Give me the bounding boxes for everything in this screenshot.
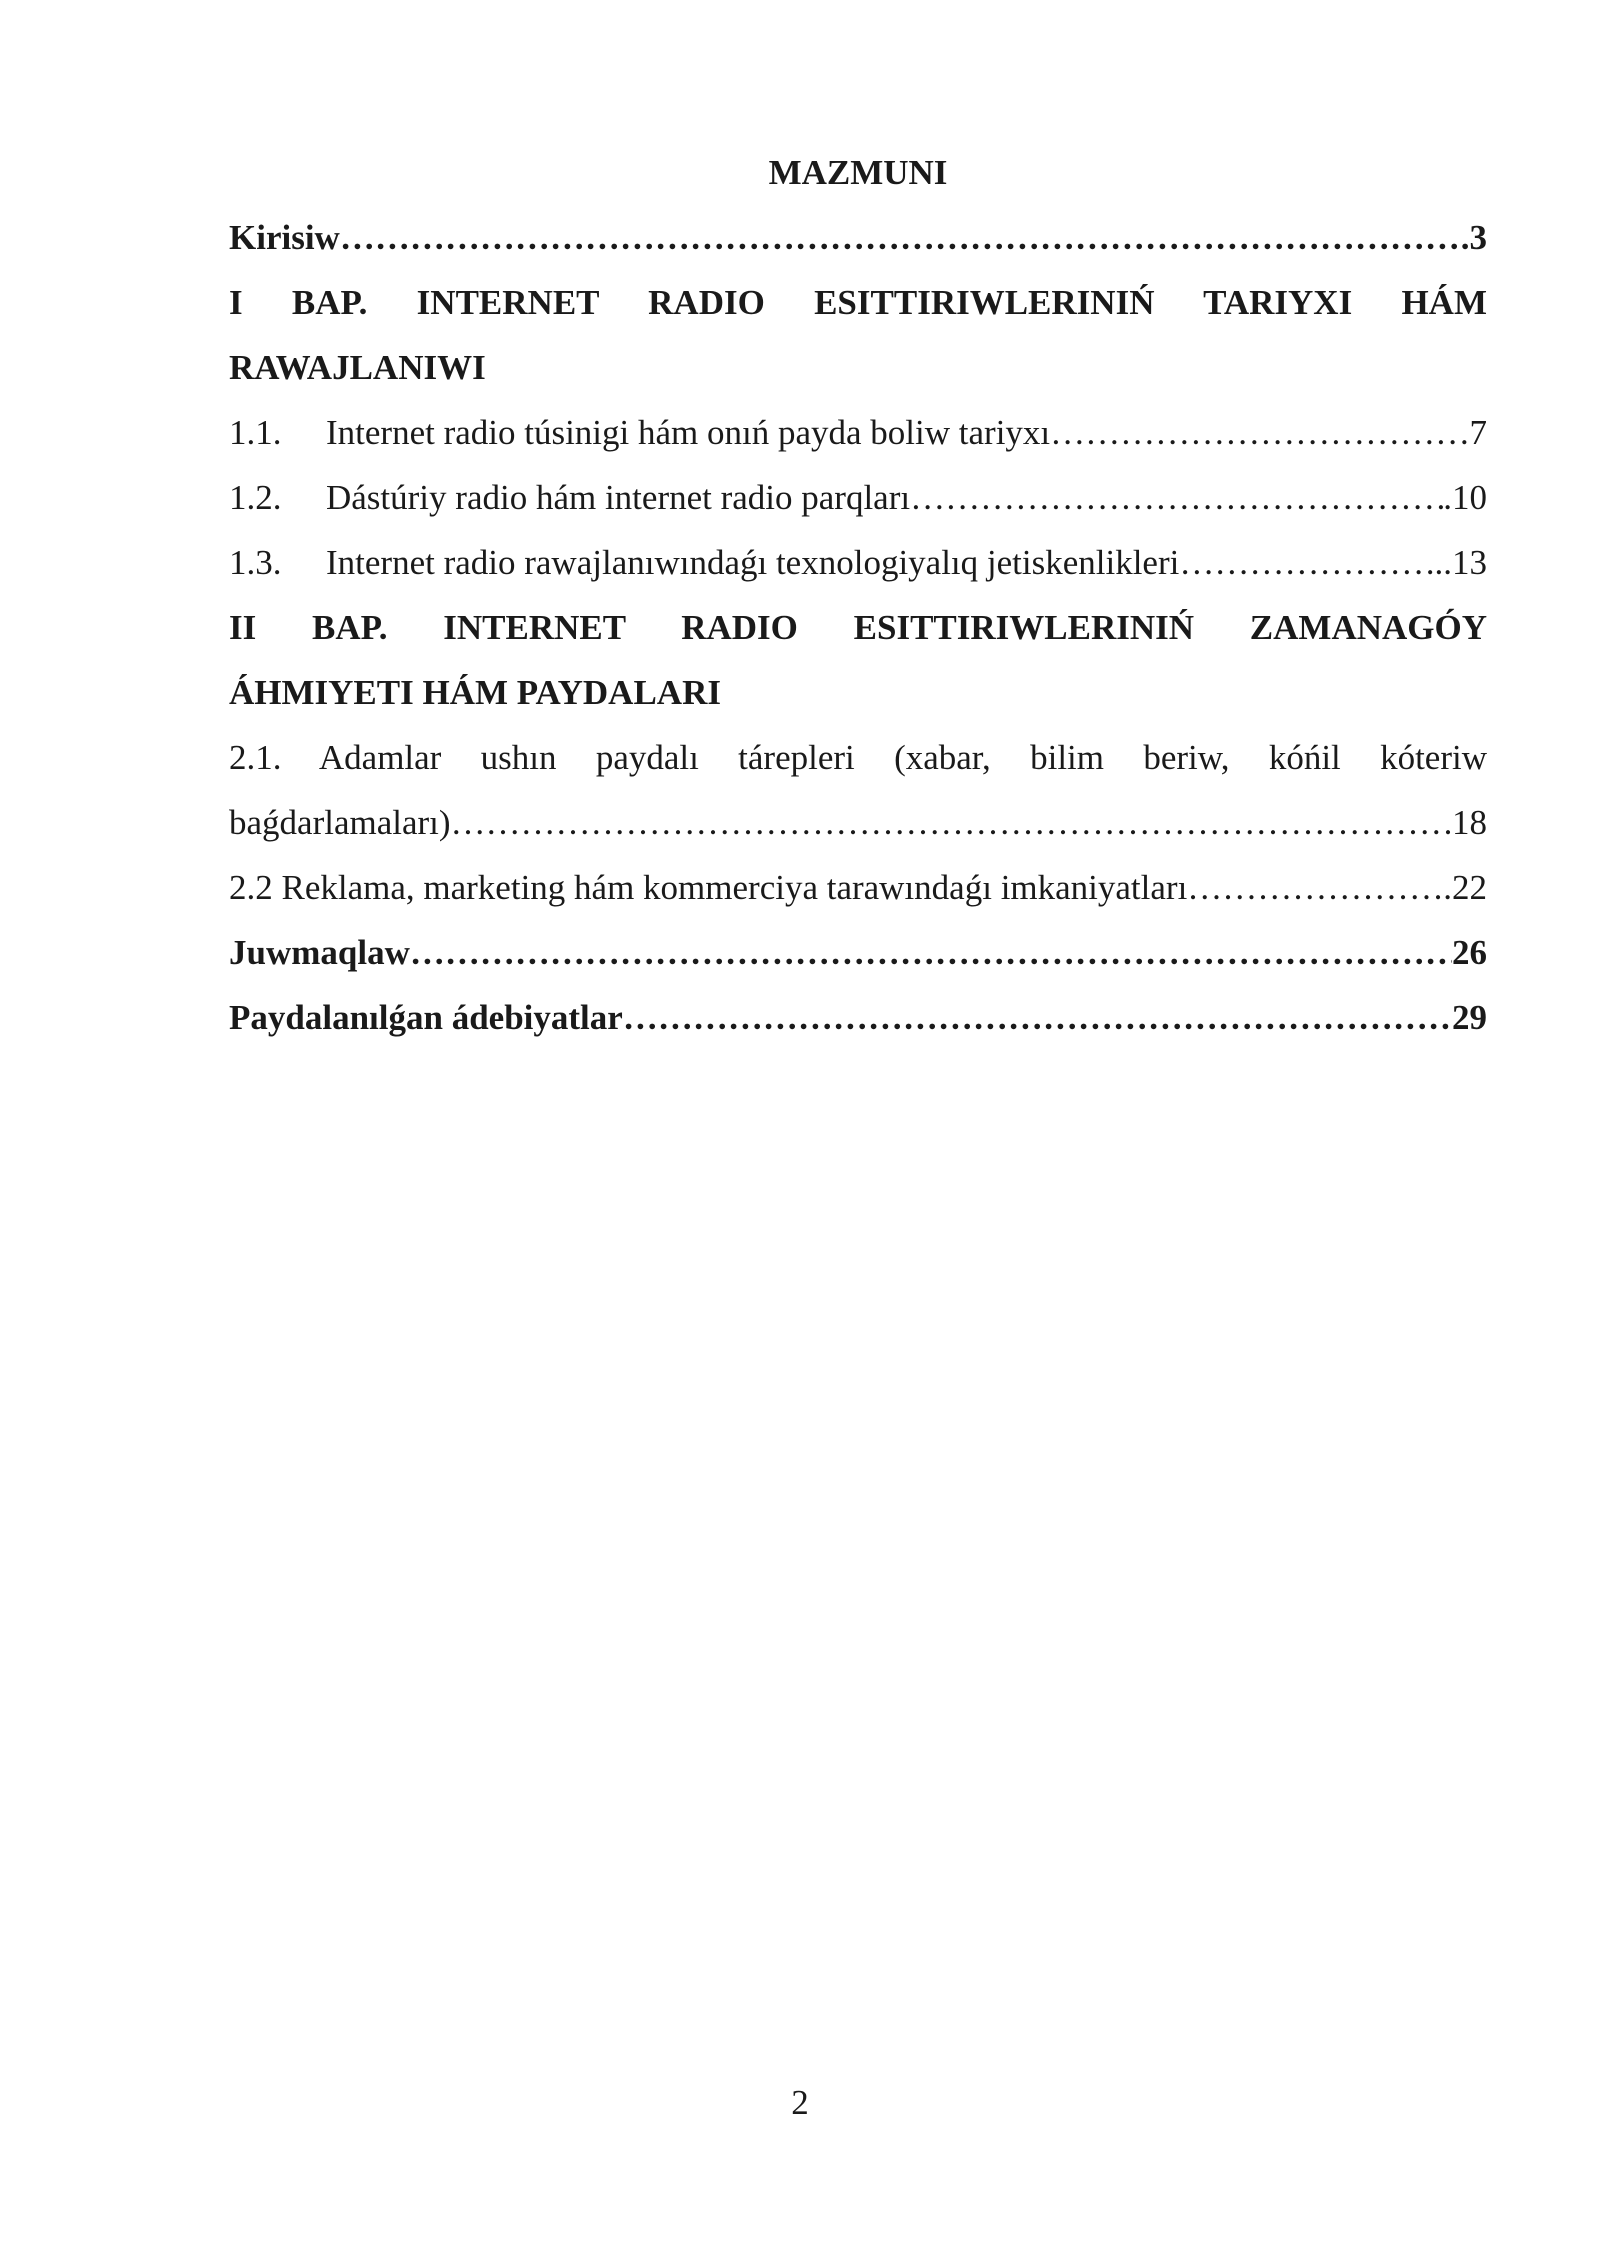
toc-entry-intro — [229, 205, 1487, 270]
toc-entry-page: 7 — [1469, 413, 1487, 452]
toc-chapter-1-title-line1: I BAP. INTERNET RADIO ESITTIRIWLERINIŃ TARIYXI HÁM — [229, 283, 1487, 322]
toc-entry-label: Internet radio rawajlanıwındaǵı texnologiyalıq jetiskenlikleri — [326, 543, 1180, 582]
toc-chapter-2-title-line1: II BAP. INTERNET RADIO ESITTIRIWLERINIŃ ZAMANAGÓY — [229, 608, 1487, 647]
toc-entry-number: 1.1. — [229, 413, 282, 452]
toc-entry-label: Kirisiw — [229, 218, 340, 257]
toc-entry-1-3 — [229, 530, 1487, 595]
toc-entry-label: baǵdarlamaları) — [229, 803, 451, 842]
toc-entry-page: .22 — [1443, 868, 1487, 907]
toc-entry-conclusion — [229, 920, 1487, 985]
toc-chapter-1-title-line2: RAWAJLANIWI — [229, 348, 486, 387]
toc-chapter-2-title-line2: ÁHMIYETI HÁM PAYDALARI — [229, 673, 721, 712]
toc-entry-2-2 — [229, 855, 1487, 920]
toc-entry-page: 29 — [1452, 998, 1487, 1037]
toc-entry-2-1-line2 — [229, 790, 1487, 855]
dot-leader — [340, 205, 1461, 270]
toc-title: MAZMUNI — [768, 153, 948, 192]
dot-leader — [1179, 530, 1434, 595]
page-number: 2 — [791, 2083, 809, 2122]
dot-leader — [410, 920, 1452, 985]
dot-leader — [451, 790, 1452, 855]
toc-entry-label: 2.2 Reklama, marketing hám kommerciya tarawındaǵı imkaniyatları — [229, 868, 1188, 907]
toc-entry-1-2 — [229, 465, 1487, 530]
toc-entry-label: Dástúriy radio hám internet radio parqları — [326, 478, 911, 517]
table-of-contents — [229, 140, 1487, 1050]
toc-entry-label: Juwmaqlaw — [229, 933, 410, 972]
toc-entry-label: Paydalanılǵan ádebiyatlar — [229, 998, 623, 1037]
toc-entry-number: 1.3. — [229, 543, 282, 582]
dot-leader — [1187, 855, 1443, 920]
toc-entry-2-1-line1: 2.1. Adamlar ushın paydalı tárepleri (xabar, bilim beriw, kóńil kóteriw — [229, 738, 1487, 777]
toc-entry-page: .10 — [1443, 478, 1487, 517]
toc-entry-page: 18 — [1452, 803, 1487, 842]
toc-entry-page: 26 — [1452, 933, 1487, 972]
toc-entry-number: 1.2. — [229, 478, 282, 517]
toc-entry-page: ..13 — [1434, 543, 1487, 582]
dot-leader — [623, 985, 1452, 1050]
dot-leader — [1050, 400, 1469, 465]
toc-entry-1-1 — [229, 400, 1487, 465]
dot-leader — [910, 465, 1443, 530]
toc-entry-references — [229, 985, 1487, 1050]
toc-entry-page: .3 — [1460, 218, 1487, 257]
toc-entry-label: Internet radio túsinigi hám onıń payda boliw tariyxı — [326, 413, 1051, 452]
